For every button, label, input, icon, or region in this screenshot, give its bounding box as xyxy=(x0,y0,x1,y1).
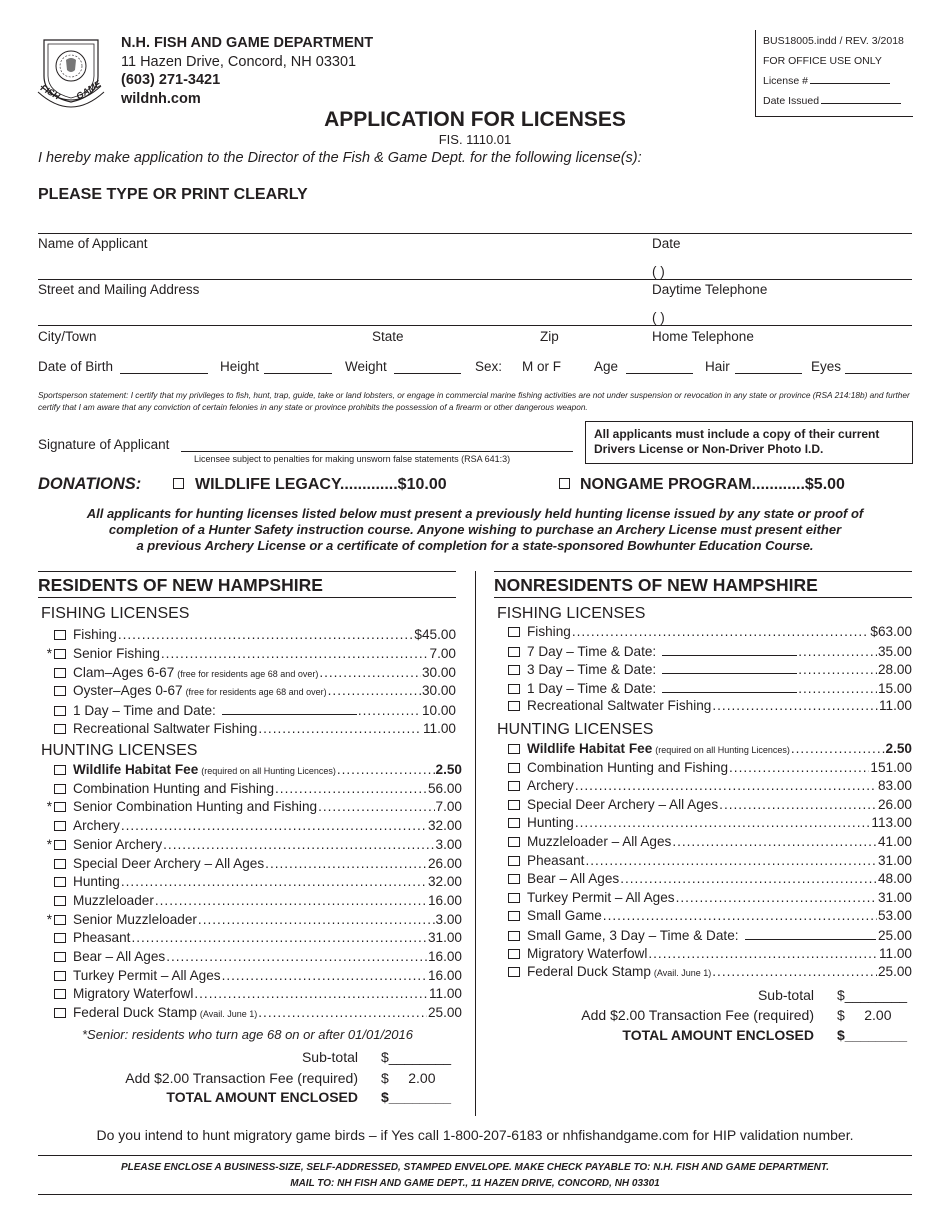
seal-game-text: GAME xyxy=(74,78,103,102)
resident-hunting-price: 3.00 xyxy=(435,836,462,852)
nonresident-hunting-name: Small Game xyxy=(527,908,602,924)
resident-hunting-checkbox[interactable] xyxy=(54,840,66,850)
resident-fishing-item xyxy=(44,665,456,684)
resident-fishing-note: (free for residents age 68 and over) xyxy=(185,687,327,698)
fish-and-game-seal-icon xyxy=(36,36,106,112)
resident-hunting-name: Pheasant xyxy=(73,930,131,946)
residents-total-label: TOTAL AMOUNT ENCLOSED xyxy=(166,1089,358,1105)
nonresident-hunting-name: Hunting xyxy=(527,815,574,831)
nonresidents-fishing-heading: FISHING LICENSES xyxy=(497,605,646,622)
resident-fishing-checkbox[interactable] xyxy=(54,724,66,734)
resident-hunting-price: 56.00 xyxy=(427,780,462,796)
form-title: APPLICATION FOR LICENSES xyxy=(324,108,626,131)
leader-dots xyxy=(798,662,877,677)
resident-hunting-item xyxy=(44,818,462,837)
leader-dots xyxy=(121,818,427,833)
nonresidents-hunting-heading: HUNTING LICENSES xyxy=(497,721,654,738)
leader-dots xyxy=(620,871,877,886)
resident-fishing-name: Fishing xyxy=(73,627,117,642)
wildlife-legacy-checkbox[interactable] xyxy=(173,478,184,489)
sex-options[interactable]: M or F xyxy=(522,359,561,374)
nonresident-fishing-name: Fishing xyxy=(527,624,571,639)
nonresident-hunting-name: Migratory Waterfowl xyxy=(527,945,648,961)
nonresident-fishing-price: 15.00 xyxy=(877,680,912,696)
nonresident-hunting-item xyxy=(506,890,912,909)
resident-hunting-name: Migratory Waterfowl xyxy=(73,986,194,1002)
resident-hunting-price: 16.00 xyxy=(427,967,462,983)
leader-dots xyxy=(166,949,427,964)
resident-fishing-item xyxy=(44,627,456,646)
leader-dots xyxy=(318,799,434,814)
wildlife-legacy-option: WILDLIFE LEGACY.............$10.00 xyxy=(195,476,447,493)
office-date-issued-field: Date Issued xyxy=(763,95,901,107)
hip-notice: Do you intend to hunt migratory game birds – if Yes call 1-800-207-6183 or nhfishandgame.com for HIP validation number. xyxy=(96,1127,854,1143)
day-phone-label: Daytime Telephone xyxy=(652,282,768,297)
nonresident-hunting-name: Archery xyxy=(527,778,574,794)
address-label: Street and Mailing Address xyxy=(38,282,200,297)
leader-dots xyxy=(163,837,434,852)
nonresident-fishing-price: 11.00 xyxy=(878,698,912,714)
agency-phone: (603) 271-3421 xyxy=(121,72,221,88)
nonresident-fishing-price: $63.00 xyxy=(870,624,912,639)
nonresident-hunting-price: 113.00 xyxy=(871,815,912,831)
resident-hunting-price: 32.00 xyxy=(427,818,462,834)
resident-hunting-name: Muzzleloader xyxy=(73,892,154,908)
nonresident-hunting-price: 25.00 xyxy=(877,928,912,943)
weight-input[interactable] xyxy=(394,373,461,374)
resident-fishing-price: 10.00 xyxy=(421,703,456,719)
resident-fishing-name: Recreational Saltwater Fishing xyxy=(73,721,258,736)
resident-fishing-checkbox[interactable] xyxy=(54,668,66,678)
resident-hunting-checkbox[interactable] xyxy=(54,877,66,887)
city-label: City/Town xyxy=(38,329,97,344)
resident-hunting-checkbox[interactable] xyxy=(54,989,66,999)
senior-marker: * xyxy=(46,645,52,661)
residents-fishing-heading: FISHING LICENSES xyxy=(41,605,190,622)
leader-dots xyxy=(572,624,870,639)
address-phone-input-line[interactable] xyxy=(38,325,912,326)
resident-fishing-name: Clam–Ages 6-67 xyxy=(73,664,175,680)
residents-subtotal-input[interactable]: $________ xyxy=(381,1049,452,1065)
nonresident-hunting-price: 83.00 xyxy=(877,778,912,794)
area-code-1: ( ) xyxy=(652,264,665,279)
resident-fishing-name: Oyster–Ages 0-67 xyxy=(73,683,183,699)
nonresident-hunting-checkbox[interactable] xyxy=(508,781,520,791)
senior-marker: * xyxy=(46,911,52,927)
resident-hunting-checkbox[interactable] xyxy=(54,1008,66,1018)
senior-marker: * xyxy=(46,799,52,815)
resident-hunting-name: Bear – All Ages xyxy=(73,949,166,964)
resident-hunting-price: 26.00 xyxy=(427,855,462,871)
resident-hunting-checkbox[interactable] xyxy=(54,896,66,906)
resident-hunting-item xyxy=(44,799,462,818)
nonresidents-fee-label: Add $2.00 Transaction Fee (required) xyxy=(581,1007,814,1023)
nonresident-hunting-name: Federal Duck Stamp xyxy=(527,964,651,980)
nonresident-fishing-name: Recreational Saltwater Fishing xyxy=(527,698,712,714)
nonresident-hunting-item xyxy=(506,741,912,760)
eyes-input[interactable] xyxy=(845,373,912,374)
nonresident-hunting-item xyxy=(506,760,912,779)
nonresident-fishing-item xyxy=(506,680,912,699)
nonresident-hunting-price: 25.00 xyxy=(877,964,912,980)
nonresident-hunting-price: 11.00 xyxy=(878,945,912,961)
office-use-title: FOR OFFICE USE ONLY xyxy=(763,55,882,67)
resident-hunting-item xyxy=(44,856,462,875)
nonresident-hunting-item xyxy=(506,964,912,983)
nonresident-hunting-name: Small Game, 3 Day – Time & Date: xyxy=(527,928,739,943)
nonresident-hunting-item xyxy=(506,927,912,946)
nonresident-fishing-item xyxy=(506,698,912,717)
leader-dots xyxy=(712,698,878,713)
footer-instructions: PLEASE ENCLOSE A BUSINESS-SIZE, SELF-ADDRESSED, STAMPED ENVELOPE. MAKE CHECK PAYABLE TO: N.H. FISH AND GAME DEPARTMENT. MAIL TO: NH FISH AND GAME DEPT., 11 HAZEN DRIVE, CONCORD, NH 03301 xyxy=(120,1162,830,1189)
resident-fishing-price: 30.00 xyxy=(421,683,456,699)
leader-dots xyxy=(575,815,871,830)
age-label: Age xyxy=(594,359,619,374)
height-input[interactable] xyxy=(264,373,332,374)
nonresidents-total-input[interactable]: $________ xyxy=(837,1027,908,1043)
resident-hunting-item xyxy=(44,874,462,893)
nonresident-hunting-item xyxy=(506,871,912,890)
resident-fishing-item xyxy=(44,702,456,721)
residents-total-input[interactable]: $________ xyxy=(381,1089,452,1105)
nonresidents-total-label: TOTAL AMOUNT ENCLOSED xyxy=(622,1027,814,1043)
nonresident-fishing-date-input[interactable] xyxy=(662,680,797,693)
resident-fishing-price: 7.00 xyxy=(429,645,456,661)
resident-hunting-name: Wildlife Habitat Fee xyxy=(73,762,199,777)
nonresident-hunting-price: 151.00 xyxy=(870,759,912,775)
resident-hunting-item xyxy=(44,762,462,781)
nonresident-hunting-price: 48.00 xyxy=(877,871,912,887)
leader-dots xyxy=(337,762,435,777)
nonresident-hunting-price: 26.00 xyxy=(877,796,912,812)
resident-hunting-price: 16.00 xyxy=(427,892,462,908)
nonresident-fishing-date-input[interactable] xyxy=(662,661,797,674)
resident-hunting-price: 3.00 xyxy=(435,911,462,927)
leader-dots xyxy=(118,627,414,642)
resident-hunting-checkbox[interactable] xyxy=(54,952,66,962)
leader-dots xyxy=(603,908,877,923)
resident-hunting-checkbox[interactable] xyxy=(54,971,66,981)
leader-dots xyxy=(161,646,429,661)
nonresident-hunting-name: Muzzleloader – All Ages xyxy=(527,834,672,849)
leader-dots xyxy=(275,781,427,796)
residents-heading: RESIDENTS OF NEW HAMPSHIRE xyxy=(38,575,323,595)
leader-dots xyxy=(131,930,427,945)
nonresident-hunting-item xyxy=(506,815,912,834)
nonresident-hunting-checkbox[interactable] xyxy=(508,856,520,866)
resident-hunting-checkbox[interactable] xyxy=(54,933,66,943)
nonresident-hunting-checkbox[interactable] xyxy=(508,967,520,977)
weight-label: Weight xyxy=(345,359,387,374)
leader-dots xyxy=(155,893,427,908)
nonresident-hunting-item xyxy=(506,797,912,816)
form-code: FIS. 1110.01 xyxy=(438,132,512,147)
nonresident-hunting-item xyxy=(506,908,912,927)
nonresidents-fee-value: $ 2.00 xyxy=(837,1007,892,1023)
sex-label: Sex: xyxy=(475,359,503,374)
nonresident-hunting-name: Combination Hunting and Fishing xyxy=(527,759,729,775)
nonresident-hunting-checkbox[interactable] xyxy=(508,800,520,810)
residents-fee-value: $ 2.00 xyxy=(381,1070,436,1086)
date-label: Date xyxy=(652,236,681,251)
nonresident-fishing-checkbox[interactable] xyxy=(508,665,520,675)
leader-dots xyxy=(712,964,877,979)
nonresident-hunting-item xyxy=(506,853,912,872)
nonresident-hunting-checkbox[interactable] xyxy=(508,893,520,903)
id-notice-box xyxy=(585,421,913,464)
nonresident-fishing-price: 35.00 xyxy=(877,643,912,659)
leader-dots xyxy=(194,986,428,1001)
nongame-option: NONGAME PROGRAM............$5.00 xyxy=(580,476,845,493)
nonresident-fishing-name: 1 Day – Time & Date: xyxy=(527,680,657,696)
nonresident-fishing-checkbox[interactable] xyxy=(508,701,520,711)
eyes-label: Eyes xyxy=(811,359,842,374)
resident-hunting-name: Federal Duck Stamp xyxy=(73,1005,197,1021)
resident-hunting-price: 31.00 xyxy=(427,930,462,946)
nonresident-fishing-item xyxy=(506,661,912,680)
nonresident-hunting-checkbox[interactable] xyxy=(508,931,520,941)
hunting-notice: All applicants for hunting licenses listed below must present a previously held hunting license issued by any state or proof of completion of a Hunter Safety instruction course. Anyone wishing to purchase an Archery License must present either a previous Archery License or a certificate of completion for a state-sponsored Bowhunter Education Course. xyxy=(86,506,864,553)
resident-hunting-price: 2.50 xyxy=(435,762,462,777)
nonresident-hunting-price: 53.00 xyxy=(877,908,912,924)
leader-dots xyxy=(358,703,421,718)
home-phone-label: Home Telephone xyxy=(652,329,754,344)
senior-note: *Senior: residents who turn age 68 on or after 01/01/2016 xyxy=(82,1027,413,1042)
leader-dots xyxy=(791,741,885,756)
resident-hunting-price: 16.00 xyxy=(427,949,462,964)
nonresident-hunting-price: 31.00 xyxy=(877,889,912,905)
leader-dots xyxy=(265,856,427,871)
nonresident-hunting-name: Bear – All Ages xyxy=(527,871,620,887)
seal-fish-text: FISH xyxy=(38,82,62,102)
height-label: Height xyxy=(220,359,260,374)
nonresident-hunting-item xyxy=(506,778,912,797)
resident-fishing-price: 11.00 xyxy=(422,721,456,736)
leader-dots xyxy=(672,834,877,849)
resident-hunting-note: (required on all Hunting Licences) xyxy=(201,766,336,776)
donations-label: DONATIONS: xyxy=(38,475,142,493)
sportsperson-statement: Sportsperson statement: I certify that my privileges to fish, hunt, trap, guide, take or land lobsters, or engage in commercial marine fishing activities are not under suspension or revocation in any state or province (RSA 214:18b) and further certify that I am aware that any conviction of certain felonies in any state or province prohibits the possession of a firearm or other dangerous weapon. xyxy=(38,390,910,412)
nonresident-hunting-price: 41.00 xyxy=(877,834,912,849)
resident-fishing-checkbox[interactable] xyxy=(54,649,66,659)
nonresident-hunting-note: (required on all Hunting Licences) xyxy=(655,745,790,755)
resident-hunting-checkbox[interactable] xyxy=(54,915,66,925)
nonresident-hunting-checkbox[interactable] xyxy=(508,818,520,828)
nonresident-hunting-name: Special Deer Archery – All Ages xyxy=(527,796,719,812)
nonresident-hunting-item xyxy=(506,946,912,965)
id-notice-text: All applicants must include a copy of their current Drivers License or Non-Driver Photo I.D. xyxy=(594,427,880,456)
nonresident-fishing-price: 28.00 xyxy=(877,662,912,678)
nonresident-hunting-price: 2.50 xyxy=(885,741,912,756)
nonresident-hunting-item xyxy=(506,834,912,853)
area-code-2: ( ) xyxy=(652,310,665,325)
nonresident-hunting-checkbox[interactable] xyxy=(508,949,520,959)
resident-hunting-price: 25.00 xyxy=(427,1005,462,1021)
signature-label: Signature of Applicant xyxy=(38,437,170,452)
nonresidents-heading: NONRESIDENTS OF NEW HAMPSHIRE xyxy=(494,575,818,595)
office-license-field: License # xyxy=(763,75,890,87)
resident-fishing-note: (free for residents age 68 and over) xyxy=(177,668,319,679)
nonresident-hunting-checkbox[interactable] xyxy=(508,911,520,921)
resident-hunting-name: Archery xyxy=(73,818,120,834)
nonresident-fishing-date-input[interactable] xyxy=(662,643,797,656)
intro-text: I hereby make application to the Director of the Fish & Game Dept. for the following license(s): xyxy=(38,150,642,166)
agency-website: wildnh.com xyxy=(121,91,201,107)
resident-fishing-checkbox[interactable] xyxy=(54,686,66,696)
senior-marker: * xyxy=(46,836,52,852)
resident-hunting-item xyxy=(44,893,462,912)
column-divider xyxy=(475,571,476,1116)
age-input[interactable] xyxy=(626,373,693,374)
resident-hunting-checkbox[interactable] xyxy=(54,784,66,794)
office-use-box xyxy=(755,30,913,117)
nonresident-fishing-name: 3 Day – Time & Date: xyxy=(527,662,657,678)
agency-address: 11 Hazen Drive, Concord, NH 03301 xyxy=(121,54,357,70)
resident-hunting-name: Senior Archery xyxy=(73,836,163,852)
leader-dots xyxy=(121,874,427,889)
resident-hunting-item xyxy=(44,781,462,800)
resident-hunting-item xyxy=(44,949,462,968)
nonresident-fishing-item xyxy=(506,624,912,643)
resident-hunting-checkbox[interactable] xyxy=(54,802,66,812)
resident-hunting-name: Turkey Permit – All Ages xyxy=(73,967,221,983)
nongame-checkbox[interactable] xyxy=(559,478,570,489)
leader-dots xyxy=(575,778,877,793)
nonresident-hunting-note: (Avail. June 1) xyxy=(653,968,712,979)
resident-fishing-name: 1 Day – Time and Date: xyxy=(73,703,216,719)
residents-hunting-heading: HUNTING LICENSES xyxy=(41,742,198,759)
resident-hunting-checkbox[interactable] xyxy=(54,821,66,831)
resident-hunting-item xyxy=(44,930,462,949)
signature-note: Licensee subject to penalties for making unsworn false statements (RSA 641:3) xyxy=(194,454,511,464)
residents-subtotal-label: Sub-total xyxy=(301,1049,358,1065)
nonresident-fishing-checkbox[interactable] xyxy=(508,627,520,637)
resident-fishing-date-input[interactable] xyxy=(222,702,357,715)
leader-dots xyxy=(198,912,435,927)
resident-hunting-price: 11.00 xyxy=(428,986,462,1002)
resident-hunting-item xyxy=(44,837,462,856)
resident-hunting-name: Senior Muzzleloader xyxy=(73,911,197,927)
resident-hunting-checkbox[interactable] xyxy=(54,859,66,869)
resident-fishing-item xyxy=(44,721,456,740)
nonresident-fishing-name: 7 Day – Time & Date: xyxy=(527,643,657,659)
resident-hunting-item xyxy=(44,912,462,931)
resident-hunting-item xyxy=(44,986,462,1005)
nonresidents-subtotal-label: Sub-total xyxy=(757,987,814,1003)
nonresident-hunting-name: Wildlife Habitat Fee xyxy=(527,741,653,756)
resident-hunting-name: Senior Combination Hunting and Fishing xyxy=(73,799,318,815)
hair-input[interactable] xyxy=(735,373,802,374)
resident-fishing-checkbox[interactable] xyxy=(54,630,66,640)
leader-dots xyxy=(319,665,421,680)
nonresident-fishing-checkbox[interactable] xyxy=(508,684,520,694)
nonresident-hunting-checkbox[interactable] xyxy=(508,744,520,754)
resident-hunting-price: 7.00 xyxy=(435,799,462,815)
resident-hunting-item xyxy=(44,1005,462,1024)
nonresident-hunting-checkbox[interactable] xyxy=(508,874,520,884)
leader-dots xyxy=(798,681,877,696)
nonresident-hunting-checkbox[interactable] xyxy=(508,837,520,847)
name-label: Name of Applicant xyxy=(38,236,148,251)
leader-dots xyxy=(676,890,877,905)
resident-hunting-name: Special Deer Archery – All Ages xyxy=(73,855,265,871)
dob-input[interactable] xyxy=(120,373,208,374)
resident-hunting-note: (Avail. June 1) xyxy=(199,1009,258,1020)
nonresident-fishing-item xyxy=(506,643,912,662)
nonresident-hunting-date-input[interactable] xyxy=(745,927,876,940)
leader-dots xyxy=(258,721,422,736)
nonresident-fishing-checkbox[interactable] xyxy=(508,647,520,657)
print-clearly-heading: PLEASE TYPE OR PRINT CLEARLY xyxy=(38,186,308,203)
leader-dots xyxy=(258,1005,427,1020)
resident-fishing-price: 30.00 xyxy=(421,664,456,680)
nonresident-hunting-name: Pheasant xyxy=(527,852,585,868)
nonresident-hunting-checkbox[interactable] xyxy=(508,763,520,773)
resident-fishing-name: Senior Fishing xyxy=(73,645,160,661)
agency-name: N.H. FISH AND GAME DEPARTMENT xyxy=(121,35,374,51)
leader-dots xyxy=(328,683,421,698)
nonresidents-subtotal-input[interactable]: $________ xyxy=(837,987,908,1003)
resident-hunting-name: Combination Hunting and Fishing xyxy=(73,780,275,796)
leader-dots xyxy=(585,853,877,868)
nonresident-hunting-name: Turkey Permit – All Ages xyxy=(527,889,675,905)
resident-fishing-item xyxy=(44,683,456,702)
resident-fishing-checkbox[interactable] xyxy=(54,706,66,716)
resident-fishing-item xyxy=(44,646,456,665)
resident-hunting-name: Hunting xyxy=(73,874,120,890)
nonresident-hunting-price: 31.00 xyxy=(877,852,912,868)
leader-dots xyxy=(729,760,869,775)
hair-label: Hair xyxy=(705,359,730,374)
leader-dots xyxy=(648,946,878,961)
revision-code: BUS18005.indd / REV. 3/2018 xyxy=(763,35,904,47)
resident-hunting-checkbox[interactable] xyxy=(54,765,66,775)
name-date-input-line[interactable] xyxy=(38,279,912,280)
dob-label: Date of Birth xyxy=(38,359,114,374)
residents-fee-label: Add $2.00 Transaction Fee (required) xyxy=(125,1070,358,1086)
signature-input[interactable] xyxy=(181,451,573,452)
state-label: State xyxy=(372,329,404,344)
leader-dots xyxy=(719,797,877,812)
resident-hunting-price: 32.00 xyxy=(427,874,462,890)
resident-fishing-price: $45.00 xyxy=(414,627,456,642)
resident-hunting-item xyxy=(44,968,462,987)
leader-dots xyxy=(222,968,427,983)
leader-dots xyxy=(798,644,877,659)
zip-label: Zip xyxy=(540,329,559,344)
